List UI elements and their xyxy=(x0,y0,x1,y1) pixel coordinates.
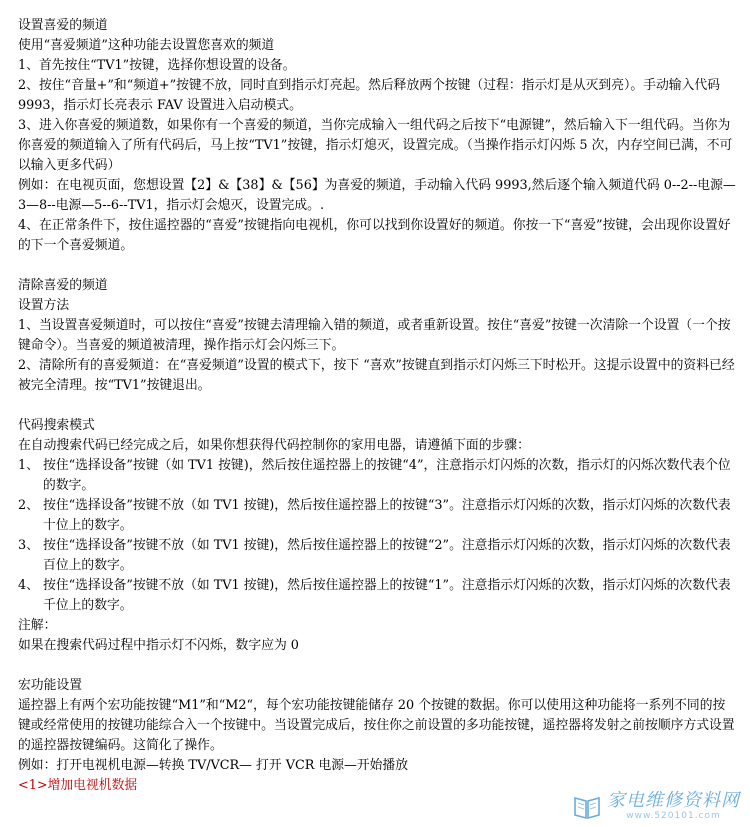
section-intro: 在自动搜索代码已经完成之后，如果你想获得代码控制你的家用电器，请遵循下面的步骤： xyxy=(18,438,530,453)
list-item xyxy=(18,536,738,576)
list-number: 4、 xyxy=(18,578,44,593)
section-title-code-search: 代码搜索模式 xyxy=(18,418,95,433)
section-subtitle: 设置方法 xyxy=(18,298,70,313)
paragraph: 4、在正常条件下，按住遥控器的“喜爱”按键指向电视机，你可以找到你设置好的频道。你按一下“喜爱”按键，会出现你设置好的下一个喜爱频道。 xyxy=(18,218,731,253)
book-icon xyxy=(573,794,601,820)
list-text: 按住“选择设备”按键不放（如 TV1 按键)，然后按住遥控器上的按键“2”。注意指示灯闪烁的次数，指示灯闪烁的次数代表百位上的数字。 xyxy=(43,538,731,573)
paragraph: 遥控器上有两个宏功能按键“M1”和“M2“，每个宏功能按键能储存 20 个按键的数据。你可以使用这种功能将一系列不同的按键或经常使用的按键功能综合入一个按键中。当设置完成后，按住你之前设置的多功能按键，遥控器将发射之前按顺序方式设置的遥控器按键编码。这简化了操作。 xyxy=(18,698,735,753)
spacer xyxy=(18,396,738,416)
paragraph: 3、进入你喜爱的频道数，如果你有一个喜爱的频道，当你完成输入一组代码之后按下“电源键”，然后输入下一组代码。当你为你喜爱的频道输入了所有代码后，马上按“TV1”按键，指示灯熄灭，设置完成。（当操作指示灯闪烁 5 次，内存空间已满，不可以输入更多代码） xyxy=(18,118,733,173)
list-item xyxy=(18,576,738,616)
example-paragraph: 例如：打开电视机电源—转换 TV/VCR— 打开 VCR 电源—开始播放 xyxy=(18,758,409,773)
note-text: 如果在搜索代码过程中指示灯不闪烁，数字应为 0 xyxy=(18,638,299,653)
paragraph: 2、按住“音量+”和“频道+”按键不放，同时直到指示灯亮起。然后释放两个按键（过程：指示灯是从灭到亮）。手动输入代码 9993，指示灯长亮表示 FAV 设置进入启动模式。 xyxy=(18,78,720,113)
list-number: 2、 xyxy=(18,498,44,513)
list-text: 按住“选择设备”按键（如 TV1 按键)，然后按住遥控器上的按键“4”，注意指示灯闪烁的次数，指示灯的闪烁次数代表个位的数字。 xyxy=(43,458,731,493)
paragraph: 2、清除所有的喜爱频道：在“喜爱频道”设置的模式下，按下 “喜欢”按键直到指示灯闪烁三下时松开。这提示设置中的资料已经被完全清理。按“TV1”按键退出。 xyxy=(18,358,735,393)
watermark-url: www.520101.com xyxy=(626,811,721,821)
list-number: 1、 xyxy=(18,458,44,473)
section-title-favorite-channels: 设置喜爱的频道 xyxy=(18,18,108,33)
add-tv-data-link[interactable]: <1>增加电视机数据 xyxy=(18,778,138,793)
spacer xyxy=(18,656,738,676)
watermark-logo xyxy=(573,792,740,821)
section-intro: 使用“喜爱频道”这种功能去设置您喜欢的频道 xyxy=(18,38,275,53)
list-item xyxy=(18,456,738,496)
paragraph: 1、首先按住“TV1”按键，选择你想设置的设备。 xyxy=(18,58,296,73)
paragraph: 1、当设置喜爱频道时，可以按住“喜爱”按键去清理输入错的频道，或者重新设置。按住“喜爱”按键一次清除一个设置（一个按键命令）。当喜爱的频道被清理，操作指示灯会闪烁三下。 xyxy=(18,318,731,353)
document-body xyxy=(18,16,738,796)
list-text: 按住“选择设备”按键不放（如 TV1 按键)，然后按住遥控器上的按键“3”。注意指示灯闪烁的次数，指示灯闪烁的次数代表十位上的数字。 xyxy=(43,498,731,533)
list-number: 3、 xyxy=(18,538,44,553)
list-item xyxy=(18,496,738,536)
watermark-title: 家电维修资料网 xyxy=(607,790,740,811)
note-label: 注解： xyxy=(18,618,57,633)
list-text: 按住“选择设备”按键不放（如 TV1 按键)，然后按住遥控器上的按键“1”。注意指示灯闪烁的次数，指示灯闪烁的次数代表千位上的数字。 xyxy=(43,578,731,613)
spacer xyxy=(18,256,738,276)
section-title-macro: 宏功能设置 xyxy=(18,678,82,693)
section-title-clear-favorites: 清除喜爱的频道 xyxy=(18,278,108,293)
example-paragraph: 例如：在电视页面，您想设置【2】&【38】&【56】为喜爱的频道，手动输入代码 9993,然后逐个输入频道代码 0--2--电源—3—8--电源—5--6--TV1，指示灯会熄灭，设置完成。. xyxy=(18,178,736,213)
